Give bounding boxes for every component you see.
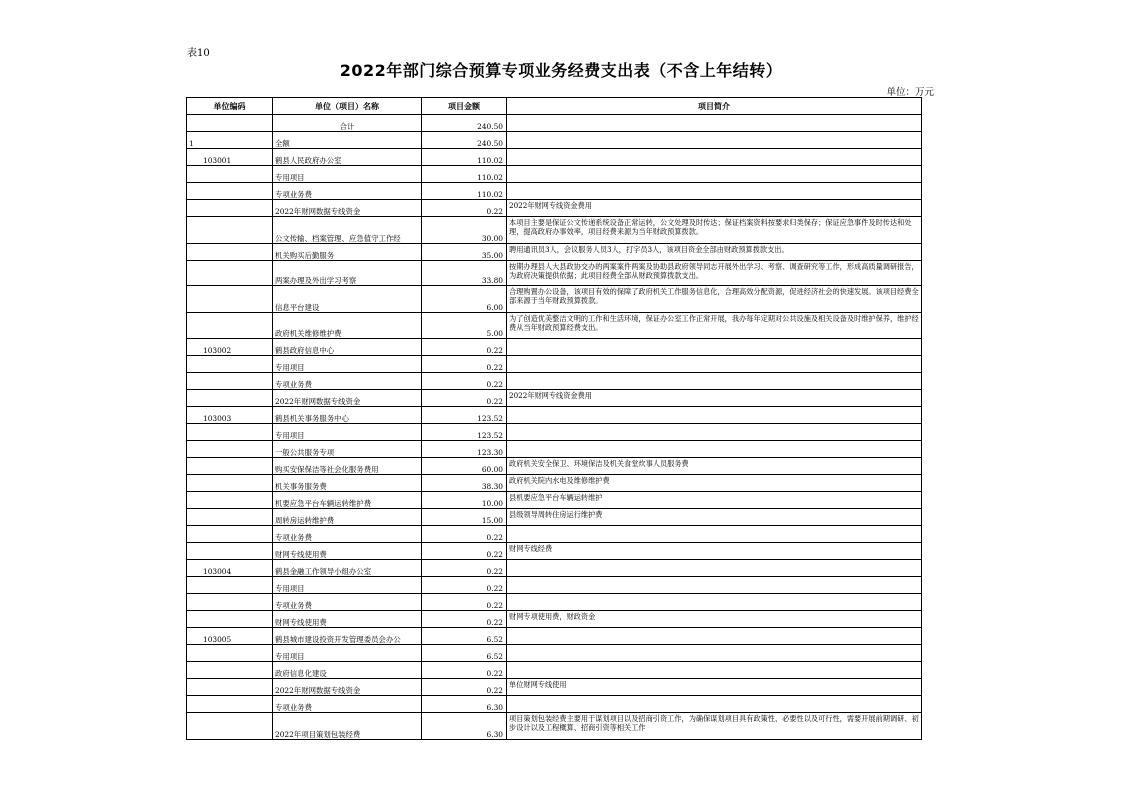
row-unit-code [187,696,273,713]
row-unit-name: 鹤县政府信息中心 [273,339,422,356]
row-unit-code: 103003 [187,407,273,424]
page-title: 2022年部门综合预算专项业务经费支出表（不含上年结转） [339,61,783,80]
header-unit-name: 单位（项目）名称 [273,98,422,115]
row-description: 2022年财网专线资金费用 [507,200,922,217]
row-amount: 110.02 [422,166,507,183]
table-row [187,679,922,696]
row-amount: 0.22 [422,594,507,611]
header-unit-code: 单位编码 [187,98,273,115]
table-row [187,577,922,594]
row-description: 单位财网专线使用 [507,679,922,696]
table-row [187,149,922,166]
row-unit-code [187,611,273,628]
row-unit-code: 103004 [187,560,273,577]
row-description [507,526,922,543]
row-amount: 240.50 [422,115,507,132]
row-unit-code [187,261,273,286]
row-description [507,628,922,645]
row-description [507,662,922,679]
row-description [507,115,922,132]
row-amount: 0.22 [422,526,507,543]
table-row [187,611,922,628]
row-amount: 6.30 [422,696,507,713]
row-amount: 110.02 [422,183,507,200]
row-amount: 0.22 [422,543,507,560]
row-amount: 240.50 [422,132,507,149]
table-row [187,628,922,645]
row-unit-name: 财网专线使用费 [273,611,422,628]
row-unit-name: 机关购买后勤服务 [273,244,422,261]
row-unit-code [187,217,273,244]
row-unit-name: 合计 [273,115,422,132]
row-unit-code [187,594,273,611]
row-unit-name: 周转房运转维护费 [273,509,422,526]
row-description [507,166,922,183]
table-row [187,166,922,183]
row-description [507,594,922,611]
table-row [187,339,922,356]
table-header-row [187,98,922,115]
row-amount: 123.30 [422,441,507,458]
row-unit-code [187,679,273,696]
row-unit-name: 专项业务费 [273,373,422,390]
row-unit-name: 机要应急平台车辆运转维护费 [273,492,422,509]
table-row [187,526,922,543]
row-amount: 15.00 [422,509,507,526]
row-unit-name: 公文传输、档案管理、应急值守工作经 [273,217,422,244]
row-unit-code [187,441,273,458]
row-unit-name: 专项业务费 [273,696,422,713]
row-amount: 0.22 [422,373,507,390]
table-number-label: 表10 [187,48,210,59]
row-unit-code: 103002 [187,339,273,356]
row-amount: 0.22 [422,390,507,407]
row-description: 合理购置办公设备，该项目有效的保障了政府机关工作服务信息化，合理高效分配资源，促进经济社会的快速发展。该项目经费全部来源于当年财政预算拨款。 [507,286,922,313]
table-row [187,509,922,526]
row-amount: 0.22 [422,560,507,577]
row-unit-name: 2022年财网数据专线资金 [273,390,422,407]
row-amount: 110.02 [422,149,507,166]
row-unit-name: 政府机关维修维护费 [273,313,422,339]
row-description [507,373,922,390]
row-description: 县机要应急平台车辆运转维护 [507,492,922,509]
row-amount: 0.22 [422,577,507,594]
row-unit-name: 专项业务费 [273,183,422,200]
row-unit-name: 专用项目 [273,577,422,594]
row-unit-code [187,313,273,339]
row-unit-code [187,244,273,261]
row-amount: 0.22 [422,662,507,679]
row-unit-name: 鹤县城市建设投资开发管理委员会办公 [273,628,422,645]
row-unit-code [187,424,273,441]
table-row [187,115,922,132]
header-amount: 项目金额 [422,98,507,115]
row-unit-name: 财网专线使用费 [273,543,422,560]
row-unit-name: 专项业务费 [273,594,422,611]
row-unit-name: 政府信息化建设 [273,662,422,679]
row-unit-name: 专项业务费 [273,526,422,543]
row-description [507,183,922,200]
row-description: 财网专项使用费，财政资金 [507,611,922,628]
table-row [187,261,922,286]
row-unit-code: 103001 [187,149,273,166]
row-unit-name: 两案办理及外出学习考察 [273,261,422,286]
row-amount: 6.30 [422,713,507,740]
row-amount: 0.22 [422,356,507,373]
table-row [187,373,922,390]
row-description [507,577,922,594]
table-row [187,543,922,560]
table-row [187,662,922,679]
row-unit-name: 2022年财网数据专线资金 [273,200,422,217]
row-amount: 10.00 [422,492,507,509]
table-row [187,475,922,492]
row-description: 县级领导周转住房运行维护费 [507,509,922,526]
row-unit-name: 专用项目 [273,166,422,183]
row-description: 按期办理县人大县政协交办的两案案件两案及协助县政府领导同志开展外出学习、考察、调查研究等工作，形成高质量调研报告，为政府决策提供依据；此项目经费全部从财政预算拨款支出。 [507,261,922,286]
table-row [187,441,922,458]
table-row [187,313,922,339]
row-unit-code [187,526,273,543]
row-amount: 6.00 [422,286,507,313]
row-description [507,149,922,166]
row-amount: 123.52 [422,424,507,441]
row-description [507,339,922,356]
row-description: 财网专线经费 [507,543,922,560]
row-amount: 0.22 [422,611,507,628]
row-unit-code [187,390,273,407]
row-description: 本项目主要是保证公文传递系统设备正常运转，公文处理及时传达；保证档案资料按要求归类保存；保证应急事件及时传达和处理，提高政府办事效率，项目经费来源为当年财政预算拨款。 [507,217,922,244]
table-row [187,492,922,509]
row-unit-name: 2022年项目策划包装经费 [273,713,422,740]
row-description [507,645,922,662]
row-unit-name: 专用项目 [273,356,422,373]
row-description [507,132,922,149]
row-description [507,356,922,373]
row-description: 项目策划包装经费主要用于谋划项目以及招商引资工作，为确保谋划项目具有政策性、必要性以及可行性，需要开展前期调研、初步设计以及工程概算、招商引资等相关工作 [507,713,922,740]
table-row [187,183,922,200]
row-amount: 0.22 [422,339,507,356]
row-unit-code [187,662,273,679]
table-row [187,458,922,475]
row-unit-code [187,200,273,217]
row-unit-name: 鹤县金融工作领导小组办公室 [273,560,422,577]
table-body [187,115,922,740]
row-unit-code [187,475,273,492]
row-amount: 0.22 [422,200,507,217]
row-description [507,407,922,424]
row-unit-name: 专用项目 [273,424,422,441]
table-row [187,244,922,261]
row-description: 聘用通讯员3人，会议服务人员3人，打字员3人，该项目资金全部由财政预算拨款支出。 [507,244,922,261]
row-unit-code: 103005 [187,628,273,645]
row-amount: 30.00 [422,217,507,244]
unit-label: 单位：万元 [886,87,934,98]
budget-table [186,97,922,740]
row-amount: 35.00 [422,244,507,261]
row-unit-code [187,458,273,475]
row-unit-code [187,509,273,526]
row-unit-name: 专用项目 [273,645,422,662]
row-unit-name: 机关事务服务费 [273,475,422,492]
row-unit-code [187,577,273,594]
table-row [187,560,922,577]
row-description [507,441,922,458]
row-unit-code [187,543,273,560]
row-unit-code [187,356,273,373]
row-description [507,696,922,713]
table-row [187,696,922,713]
table-row [187,217,922,244]
table-row [187,286,922,313]
row-unit-code [187,166,273,183]
row-description: 政府机关安全保卫、环境保洁及机关食堂炊事人员服务费 [507,458,922,475]
row-amount: 5.00 [422,313,507,339]
row-amount: 6.52 [422,645,507,662]
row-amount: 60.00 [422,458,507,475]
table-row [187,407,922,424]
row-unit-name: 信息平台建设 [273,286,422,313]
row-description: 政府机关院内水电及维修维护费 [507,475,922,492]
table-row [187,200,922,217]
table-row [187,594,922,611]
row-description: 2022年财网专线资金费用 [507,390,922,407]
row-description: 为了创造优美整洁文明的工作和生活环境，保证办公室工作正常开展，我办每年定期对公共设施及相关设备及时维护保养，维护经费从当年财政预算经费支出。 [507,313,922,339]
row-unit-name: 一般公共服务专项 [273,441,422,458]
row-unit-name: 全额 [273,132,422,149]
row-amount: 0.22 [422,679,507,696]
row-unit-name: 2022年财网数据专线资金 [273,679,422,696]
row-amount: 6.52 [422,628,507,645]
row-unit-code [187,492,273,509]
row-unit-code [187,645,273,662]
row-amount: 33.80 [422,261,507,286]
row-unit-code [187,115,273,132]
row-amount: 123.52 [422,407,507,424]
row-description [507,560,922,577]
table-row [187,132,922,149]
row-unit-name: 购买安保保洁等社会化服务费用 [273,458,422,475]
table-row [187,390,922,407]
row-unit-name: 鹤县人民政府办公室 [273,149,422,166]
row-unit-code: 1 [187,132,273,149]
row-amount: 38.30 [422,475,507,492]
row-unit-code [187,183,273,200]
table-row [187,713,922,740]
table-row [187,645,922,662]
table-row [187,356,922,373]
row-description [507,424,922,441]
row-unit-name: 鹤县机关事务服务中心 [273,407,422,424]
row-unit-code [187,373,273,390]
row-unit-code [187,286,273,313]
header-description: 项目简介 [507,98,922,115]
table-row [187,424,922,441]
row-unit-code [187,713,273,740]
